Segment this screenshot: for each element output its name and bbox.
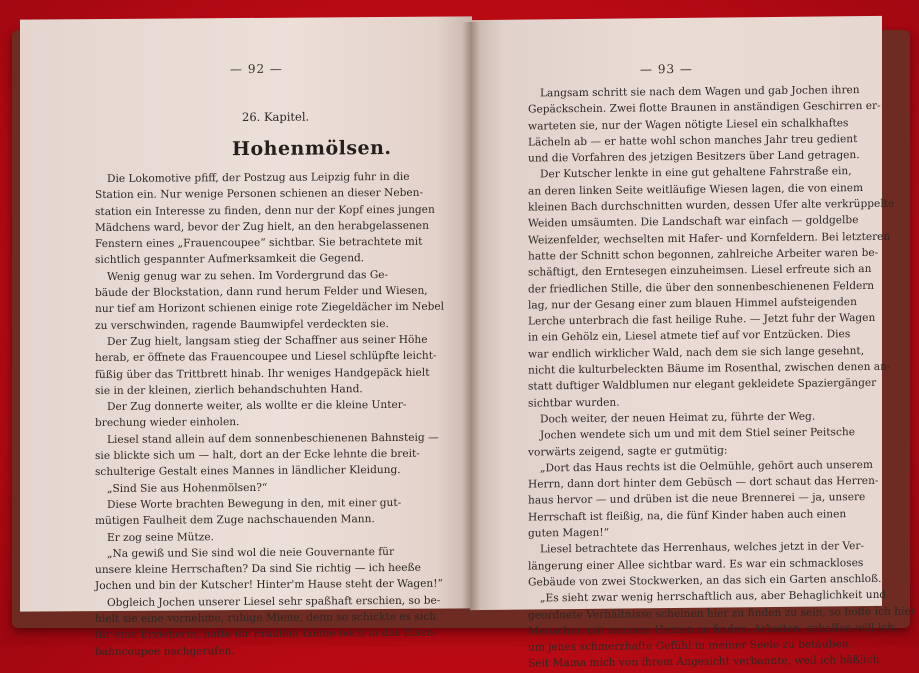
text-line: Obgleich Jochen unserer Liesel sehr spaßhaft erschien, so be- — [107, 594, 441, 609]
text-line: Der Zug hielt, langsam stieg der Schaffner aus seiner Höhe — [107, 333, 428, 348]
text-line: Jochen und bin der Kutscher! Hinter'm Hause steht der Wagen!“ — [95, 578, 443, 593]
left-page-number: — 92 — — [230, 61, 283, 77]
text-line: schäftigt, den Erntesegen einzuheimsen. Liesel erfreute sich an — [528, 263, 872, 279]
right-page-number: — 93 — — [640, 61, 693, 77]
text-line: sie blickte sich um — halt, dort an der Ecke lehnte die breit- — [95, 447, 420, 463]
text-line: kleinen Bach durchschnitten wurden, dessen Ufer alte verkrüppelte — [528, 197, 895, 214]
text-line: war endlich wirklicher Wald, nach dem sie sich lange gesehnt, — [528, 344, 865, 361]
text-line: bäude der Blockstation, dann rund herum Felder und Wiesen, — [95, 284, 428, 300]
text-line: herab, er öffnete das Frauencoupee und Liesel schlüpfte leicht- — [95, 349, 437, 365]
text-line: vorwärts zeigend, sagte er gutmütig: — [528, 443, 728, 459]
text-line: zu verschwinden, ragende Baumwipfel verdeckten sie. — [95, 317, 389, 332]
text-line: geordnete Verhältnisse scheinen hier zu finden zu sein, so hoffe ich hier — [528, 604, 916, 622]
chapter-title: Hohenmölsen. — [232, 136, 392, 161]
text-line: Wenig genug war zu sehen. Im Vordergrund das Ge- — [107, 268, 389, 283]
text-line: der friedlichen Stille, die über den sonnenbeschienenen Feldern — [528, 279, 875, 296]
text-line: schulterige Gestalt eines Mannes in ländlicher Kleidung. — [95, 464, 401, 479]
text-line: Der Zug donnerte weiter, als wollte er die kleine Unter- — [107, 399, 407, 414]
text-line: Liesel stand allein auf dem sonnenbeschienenen Bahnsteig — — [107, 431, 439, 446]
book-gutter — [462, 22, 480, 612]
right-page — [470, 16, 916, 670]
text-line: lag, nur der Gesang einer zum blauen Himmel aufsteigenden — [528, 295, 857, 312]
text-line: sichtbar wurden. — [528, 396, 620, 410]
text-line: brechung wieder einholen. — [95, 416, 240, 430]
text-line: Menschen mit warmen Herzen zu finden. Arbeiten, schaffen will ich, — [528, 621, 898, 638]
text-line: Langsam schritt sie nach dem Wagen und gab Jochen ihren — [540, 84, 860, 100]
text-line: füßig über das Trittbrett hinab. Ihr weniges Handgepäck hielt — [95, 366, 430, 381]
text-line: Station ein. Nur wenige Personen schienen an dieser Neben- — [95, 187, 424, 202]
text-line: Jochen wendete sich um und mit dem Stiel seiner Peitsche — [540, 426, 856, 442]
text-line: für eine Erzieherin, hatte ihr Fräulein Löhne noch in das Eisen- — [95, 626, 437, 642]
text-line: Lerche unterbrach die fast heilige Ruhe. — Jetzt fuhr der Wagen — [528, 312, 876, 328]
text-line: Fenstern eines „Frauencoupee“ sichtbar. Sie betrachtete mit — [95, 235, 423, 251]
text-line: „Na gewiß und Sie sind wol die neie Gouvernante für — [107, 545, 395, 560]
text-line: Er zog seine Mütze. — [107, 530, 214, 544]
text-line: Lächeln ab — er hatte wohl schon manches Jahr treu gedient — [528, 132, 858, 149]
text-line: Weizenfelder, wechselten mit Hafer- und Kornfeldern. Bei letzteren — [528, 230, 891, 247]
text-line: „Dort das Haus rechts ist die Oelmühle, gehört auch unserem — [540, 458, 873, 475]
text-line: Gepäckschein. Zwei flotte Braunen in anständigen Geschirren er- — [528, 100, 881, 116]
text-line: längerung einer Allee sichtbar ward. Es war ein schmackloses — [528, 556, 864, 573]
text-line: Der Kutscher lenkte in eine gut gehaltene Fahrstraße ein, — [540, 165, 852, 181]
text-line: nur tief am Horizont schienen einige rote Ziegeldächer im Nebel — [95, 300, 445, 316]
text-line: Mädchens ward, bevor der Zug hielt, an den herabgelassenen — [95, 219, 429, 234]
text-line: warteten sie, nur der Wagen nötigte Liesel ein schalkhaftes — [528, 116, 849, 133]
right-page-text — [528, 82, 916, 672]
text-line: an deren linken Seite weitläufige Wiesen lagen, die von einem — [528, 181, 864, 198]
text-line: Seit Mama mich von ihrem Angesicht verbannte, weil ich häßlich — [528, 654, 880, 670]
text-line: statt duftiger Waldblumen nur elegant gekleidete Spaziergänger — [528, 377, 877, 393]
text-line: und die Vorfahren des jetzigen Besitzers über Land getragen. — [528, 149, 860, 165]
text-line: guten Magen!“ — [528, 526, 610, 540]
text-line: in ein Gehölz ein, Liesel atmete tief auf vor Entzücken. Dies — [528, 328, 851, 345]
text-line: Herrschaft ist fleißig, na, die fünf Kinder haben auch einen — [528, 507, 847, 524]
text-line: Gebäude von zwei Stockwerken, an das sich ein Garten anschloß. — [528, 572, 882, 589]
text-line: mütigen Faulheit dem Zuge nachschauenden Mann. — [95, 513, 375, 528]
text-line: nicht die kulturbeleckten Bäume im Rosenthal, zwischen denen an- — [528, 360, 891, 377]
text-line: station ein Interesse zu finden, denn nur der Kopf eines jungen — [95, 203, 435, 218]
text-line: Herrn, dann dort hinter dem Gebüsch — dort schaut das Herren- — [528, 475, 879, 491]
text-line: sichtlich gespannter Aufmerksamkeit die Gegend. — [95, 252, 365, 267]
text-line: um jenes schmerzhafte Gefühl in meiner Seele zu betäuben. — [528, 638, 852, 654]
left-page-text — [95, 169, 445, 660]
text-line: „Es sieht zwar wenig herrschaftlich aus, aber Behaglichkeit und — [540, 589, 887, 605]
left-page — [20, 16, 472, 658]
text-line: hielt sie eine vornehme, ruhige Miene, denn so schickte es sich — [95, 610, 437, 626]
text-line: haus hervor — und drüben ist die neue Brennerei — ja, unsere — [528, 491, 866, 507]
text-line: bahncoupee nachgerufen. — [95, 644, 235, 658]
text-line: sie in der kleinen, zierlich behandschuhten Hand. — [95, 383, 363, 397]
text-line: Weiden umsäumten. Die Landschaft war einfach — goldgelbe — [528, 214, 859, 230]
text-line: „Sind Sie aus Hohenmölsen?“ — [107, 481, 268, 495]
text-line: Doch weiter, der neuen Heimat zu, führte der Weg. — [540, 410, 816, 426]
text-line: hatte der Schnitt schon begonnen, zahlreiche Arbeiter waren be- — [528, 246, 879, 263]
text-line: Diese Worte brachten Bewegung in den, mit einer gut- — [107, 496, 402, 511]
text-line: unsere kleine Herrschaften? Da sind Sie richtig — ich heeße — [95, 561, 421, 577]
text-line: Die Lokomotive pfiff, der Postzug aus Leipzig fuhr in die — [107, 170, 410, 185]
chapter-label: 26. Kapitel. — [242, 109, 310, 125]
text-line: Liesel betrachtete das Herrenhaus, welches jetzt in der Ver- — [540, 540, 865, 556]
